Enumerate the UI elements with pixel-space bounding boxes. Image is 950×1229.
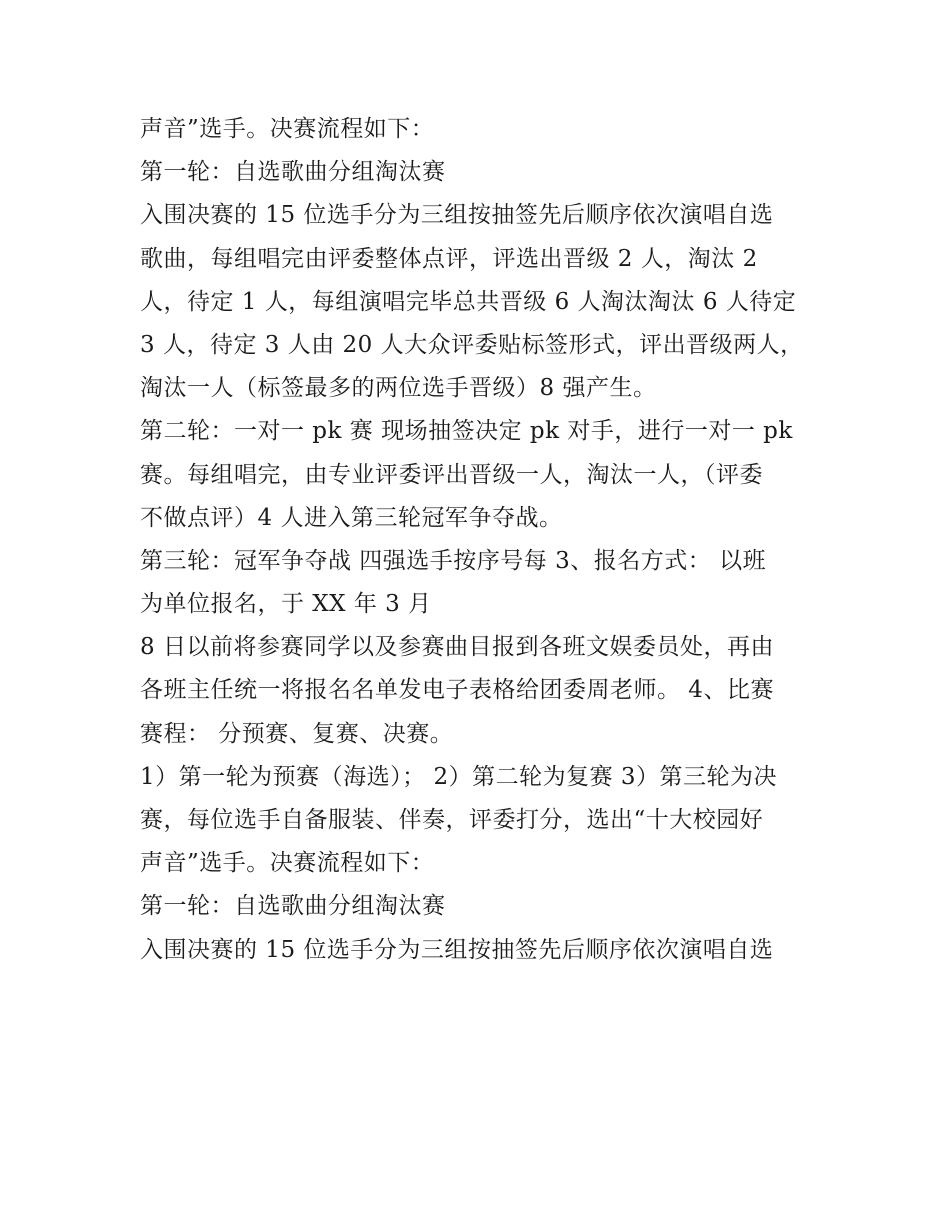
text-line: 淘汰一人（标签最多的两位选手晋级）8 强产生。 [140,375,657,402]
text-line: 1）第一轮为预赛（海选）； 2）第二轮为复赛 3）第三轮为决 [140,763,778,790]
text-line: 入围决赛的 15 位选手分为三组按抽签先后顺序依次演唱自选 [140,936,774,963]
text-line: 赛程： 分预赛、复赛、决赛。 [140,720,454,747]
text-line: 第三轮：冠军争夺战 四强选手按序号每 3、报名方式： 以班 [140,547,767,574]
text-line: 为单位报名，于 XX 年 3 月 [140,591,432,618]
text-line: 3 人，待定 3 人由 20 人大众评委贴标签形式，评出晋级两人， [140,331,804,358]
text-line: 入围决赛的 15 位选手分为三组按抽签先后顺序依次演唱自选 [140,202,774,229]
text-line: 8 日以前将参赛同学以及参赛曲目报到各班文娱委员处，再由 [140,634,774,661]
text-line: 第一轮：自选歌曲分组淘汰赛 [140,159,446,186]
text-line: 赛。每组唱完，由专业评委评出晋级一人，淘汰一人，（评委 [140,461,763,488]
text-line: 第一轮：自选歌曲分组淘汰赛 [140,893,446,920]
text-line: 歌曲，每组唱完由评委整体点评，评选出晋级 2 人，淘汰 2 [140,245,758,272]
text-line: 赛，每位选手自备服装、伴奏，评委打分，选出“十大校园好 [140,807,764,833]
text-line: 人，待定 1 人，每组演唱完毕总共晋级 6 人淘汰淘汰 6 人待定 [140,288,797,315]
text-line: 声音”选手。决赛流程如下： [140,116,435,142]
text-line: 第二轮：一对一 pk 赛 现场抽签决定 pk 对手，进行一对一 pk [140,418,793,445]
text-line: 声音”选手。决赛流程如下： [140,850,435,877]
document-body [140,108,820,972]
text-line: 不做点评）4 人进入第三轮冠军争夺战。 [140,504,563,531]
text-line: 各班主任统一将报名名单发电子表格给团委周老师。 4、比赛 [140,677,774,704]
